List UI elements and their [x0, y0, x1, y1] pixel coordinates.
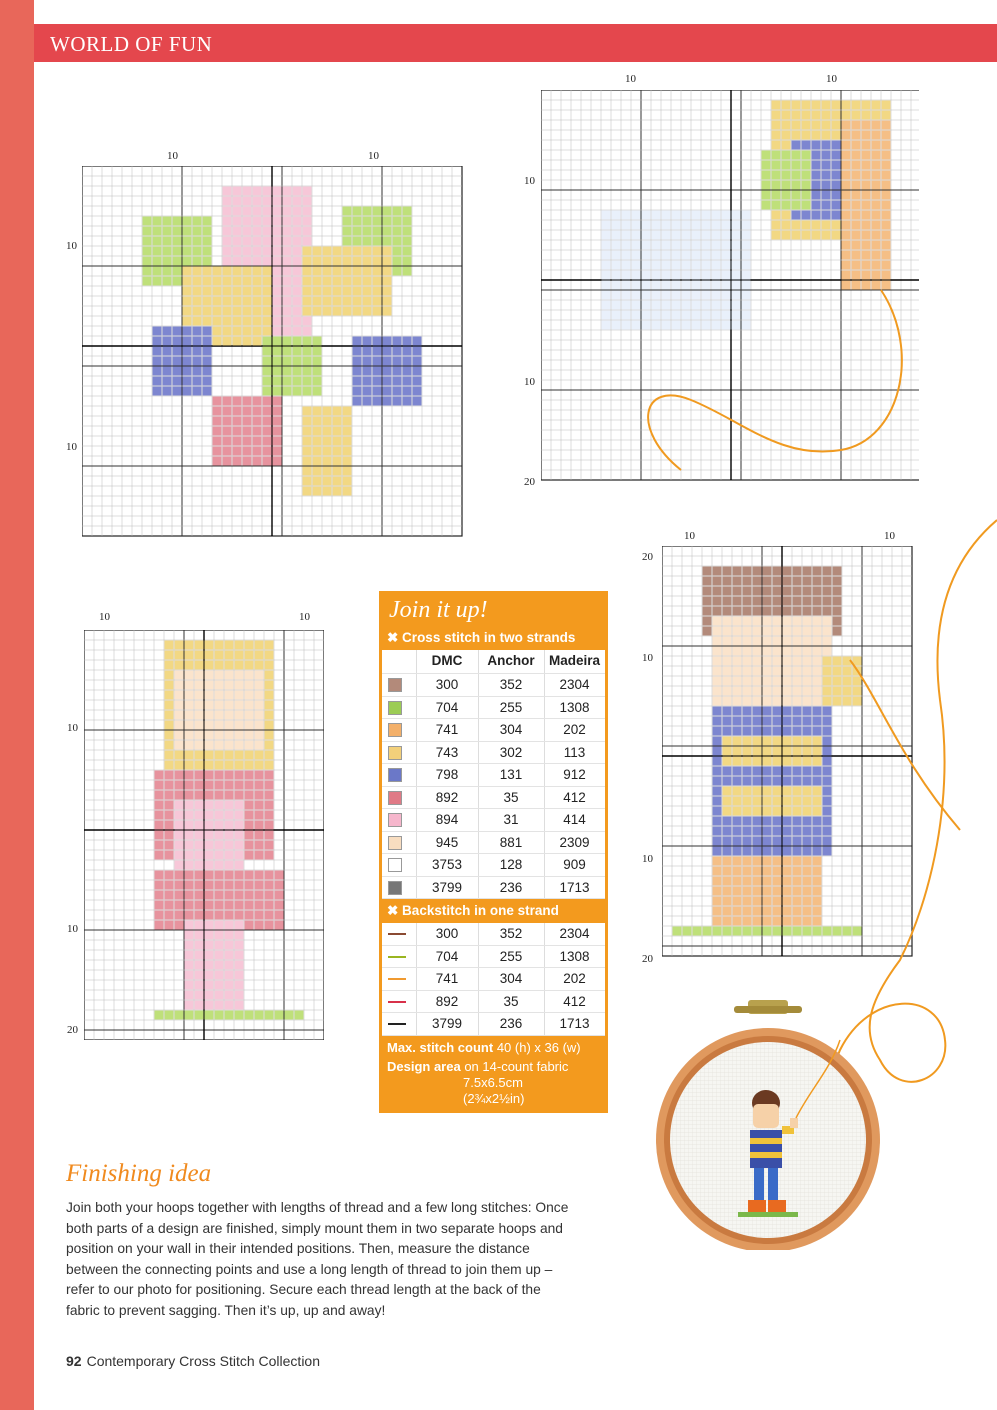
- cross-stitch-row: [382, 877, 605, 900]
- cross-stitch-rows: [382, 674, 605, 899]
- dmc-value: 3799: [431, 879, 463, 895]
- venus-yellow-icon: [388, 746, 402, 760]
- boy-chart: [662, 546, 920, 966]
- cross-stitch-row: [382, 697, 605, 720]
- balloon-row-label-b: 10: [524, 376, 535, 388]
- backstitch-header: ✖ Backstitch in one strand: [387, 903, 559, 918]
- finishing-idea-title: Finishing idea: [66, 1160, 212, 1187]
- dmc-value: 3799: [431, 1016, 463, 1031]
- boy-row-label-d: 20: [642, 953, 653, 965]
- flower-col-label-right: 10: [368, 150, 379, 162]
- balloon-col-label-right: 10: [826, 73, 837, 85]
- dmc-value: 892: [435, 789, 459, 805]
- square-grey-icon: [388, 881, 402, 895]
- boy-row-label-c: 10: [642, 853, 653, 865]
- madeira-value: 1713: [559, 879, 590, 895]
- anchor-value: 128: [499, 857, 523, 872]
- girl-col-label-right: 10: [299, 611, 310, 623]
- dmc-value: 743: [435, 744, 459, 760]
- dot-peach-icon: [388, 836, 402, 850]
- backstitch-line-icon: [388, 933, 406, 935]
- cross-stitch-row: [382, 854, 605, 877]
- girl-col-label-left: 10: [99, 611, 110, 623]
- madeira-value: 202: [563, 722, 586, 737]
- publication-name: Contemporary Cross Stitch Collection: [86, 1353, 320, 1369]
- anchor-value: 255: [499, 948, 523, 964]
- dmc-value: 300: [435, 677, 459, 692]
- dmc-value: 892: [435, 993, 459, 1009]
- anchor-value: 304: [499, 971, 523, 986]
- anchor-value: 302: [499, 744, 523, 760]
- anchor-value: 131: [499, 767, 523, 782]
- anchor-value: 35: [503, 993, 519, 1009]
- b-brown-icon: [388, 678, 402, 692]
- anchor-value: 352: [499, 677, 523, 692]
- backstitch-row: [382, 1013, 605, 1036]
- madeira-value: 1713: [559, 1016, 590, 1031]
- side-color-strip: [0, 0, 34, 1410]
- girl-row-label-c: 20: [67, 1024, 78, 1036]
- backstitch-line-icon: [388, 978, 406, 980]
- thread-key-panel: [379, 591, 608, 1113]
- balloon-chart-grid: [541, 90, 919, 484]
- anchor-value: 304: [499, 722, 523, 737]
- backstitch-rows: [382, 923, 605, 1036]
- dmc-value: 894: [435, 812, 459, 827]
- balloon-col-label-left: 10: [625, 73, 636, 85]
- anchor-value: 31: [503, 812, 519, 827]
- backstitch-row: [382, 991, 605, 1014]
- embroidery-hoop-photo: [640, 1000, 880, 1250]
- triangle-green-icon: [388, 701, 402, 715]
- madeira-value: 2304: [559, 926, 590, 941]
- boy-col-label-right: 10: [884, 530, 895, 542]
- cross-stitch-row: [382, 742, 605, 765]
- page-footer: [66, 1353, 320, 1369]
- moon-blue-icon: [388, 768, 402, 782]
- dmc-value: 945: [435, 834, 459, 850]
- madeira-value: 2304: [559, 677, 590, 692]
- col-dmc: DMC: [431, 653, 463, 668]
- boy-row-label-a: 20: [642, 551, 653, 563]
- anchor-value: 352: [499, 926, 523, 941]
- cross-stitch-row: [382, 787, 605, 810]
- balloon-row-label-a: 10: [524, 175, 535, 187]
- madeira-value: 412: [563, 789, 586, 805]
- dmc-value: 798: [435, 767, 459, 782]
- backstitch-row: [382, 968, 605, 991]
- anchor-value: 881: [499, 834, 523, 850]
- backstitch-row: [382, 923, 605, 946]
- madeira-value: 414: [563, 812, 586, 827]
- anchor-value: 236: [499, 879, 523, 895]
- key-title: Join it up!: [389, 597, 488, 623]
- cross-stitch-row: [382, 764, 605, 787]
- backstitch-row: [382, 946, 605, 969]
- dmc-value: 741: [435, 971, 459, 986]
- flower-row-label-bottom: 10: [66, 441, 77, 453]
- arrow-red-icon: [388, 791, 402, 805]
- cross-stitch-row: [382, 674, 605, 697]
- boy-col-label-left: 10: [684, 530, 695, 542]
- flower-chart: [82, 166, 464, 538]
- girl-chart-grid: [84, 630, 324, 1040]
- cross-stitch-header: ✖ Cross stitch in two strands: [387, 630, 576, 645]
- girl-row-label-b: 10: [67, 923, 78, 935]
- key-column-headers: [382, 650, 605, 674]
- balloon-row-label-c: 20: [524, 476, 535, 488]
- max-stitch-count: Max. stitch count 40 (h) x 36 (w): [387, 1040, 581, 1055]
- dmc-value: 704: [435, 948, 459, 964]
- madeira-value: 909: [563, 857, 586, 872]
- madeira-value: 113: [563, 744, 586, 760]
- cross-stitch-row: [382, 832, 605, 855]
- flower-chart-grid: [82, 166, 464, 538]
- madeira-value: 202: [563, 971, 586, 986]
- cross-stitch-table: [382, 650, 605, 899]
- dmc-value: 300: [435, 926, 459, 941]
- backstitch-table: [382, 923, 605, 1036]
- backstitch-line-icon: [388, 1023, 406, 1025]
- balloon-chart: [541, 90, 919, 484]
- cross-stitch-row: [382, 809, 605, 832]
- page-number: 92: [66, 1353, 82, 1369]
- flower-col-label-left: 10: [167, 150, 178, 162]
- anchor-value: 236: [499, 1016, 523, 1031]
- cross-stitch-row: [382, 719, 605, 742]
- madeira-value: 912: [563, 767, 586, 782]
- star-orange-icon: [388, 723, 402, 737]
- heart-pink-icon: [388, 813, 402, 827]
- girl-row-label-a: 10: [67, 722, 78, 734]
- girl-chart: [84, 630, 324, 1040]
- finishing-idea-body: Join both your hoops together with lengths of thread and a few long stitches: Once both parts of a design are finished, simply mount them in two separate hoops and position on your wall in their intended positions. Then, measure the distance between the connecting points and use a long length of thread to join them up – refer to our photo for positioning. Secure each thread length at the back of the fabric to prevent sagging. Then it’s up, up and away!: [66, 1200, 569, 1318]
- section-title: WORLD OF FUN: [50, 32, 213, 56]
- boy-row-label-b: 10: [642, 652, 653, 664]
- boy-chart-grid: [662, 546, 920, 966]
- dmc-value: 741: [435, 722, 459, 737]
- madeira-value: 2309: [559, 834, 590, 850]
- backstitch-line-icon: [388, 1001, 406, 1003]
- madeira-value: 1308: [559, 948, 590, 964]
- madeira-value: 412: [563, 993, 586, 1009]
- anchor-value: 35: [503, 789, 519, 805]
- madeira-value: 1308: [559, 699, 590, 715]
- dmc-value: 3753: [431, 857, 463, 872]
- backstitch-line-icon: [388, 956, 406, 958]
- flower-row-label-top: 10: [66, 240, 77, 252]
- col-madeira: Madeira: [548, 653, 601, 668]
- dmc-value: 704: [435, 699, 459, 715]
- anchor-value: 255: [499, 699, 523, 715]
- col-anchor: Anchor: [487, 653, 535, 668]
- design-area: Design area on 14-count fabric 7.5x6.5cm (2¾x2½in): [387, 1059, 569, 1106]
- t-letter-icon: [388, 858, 402, 872]
